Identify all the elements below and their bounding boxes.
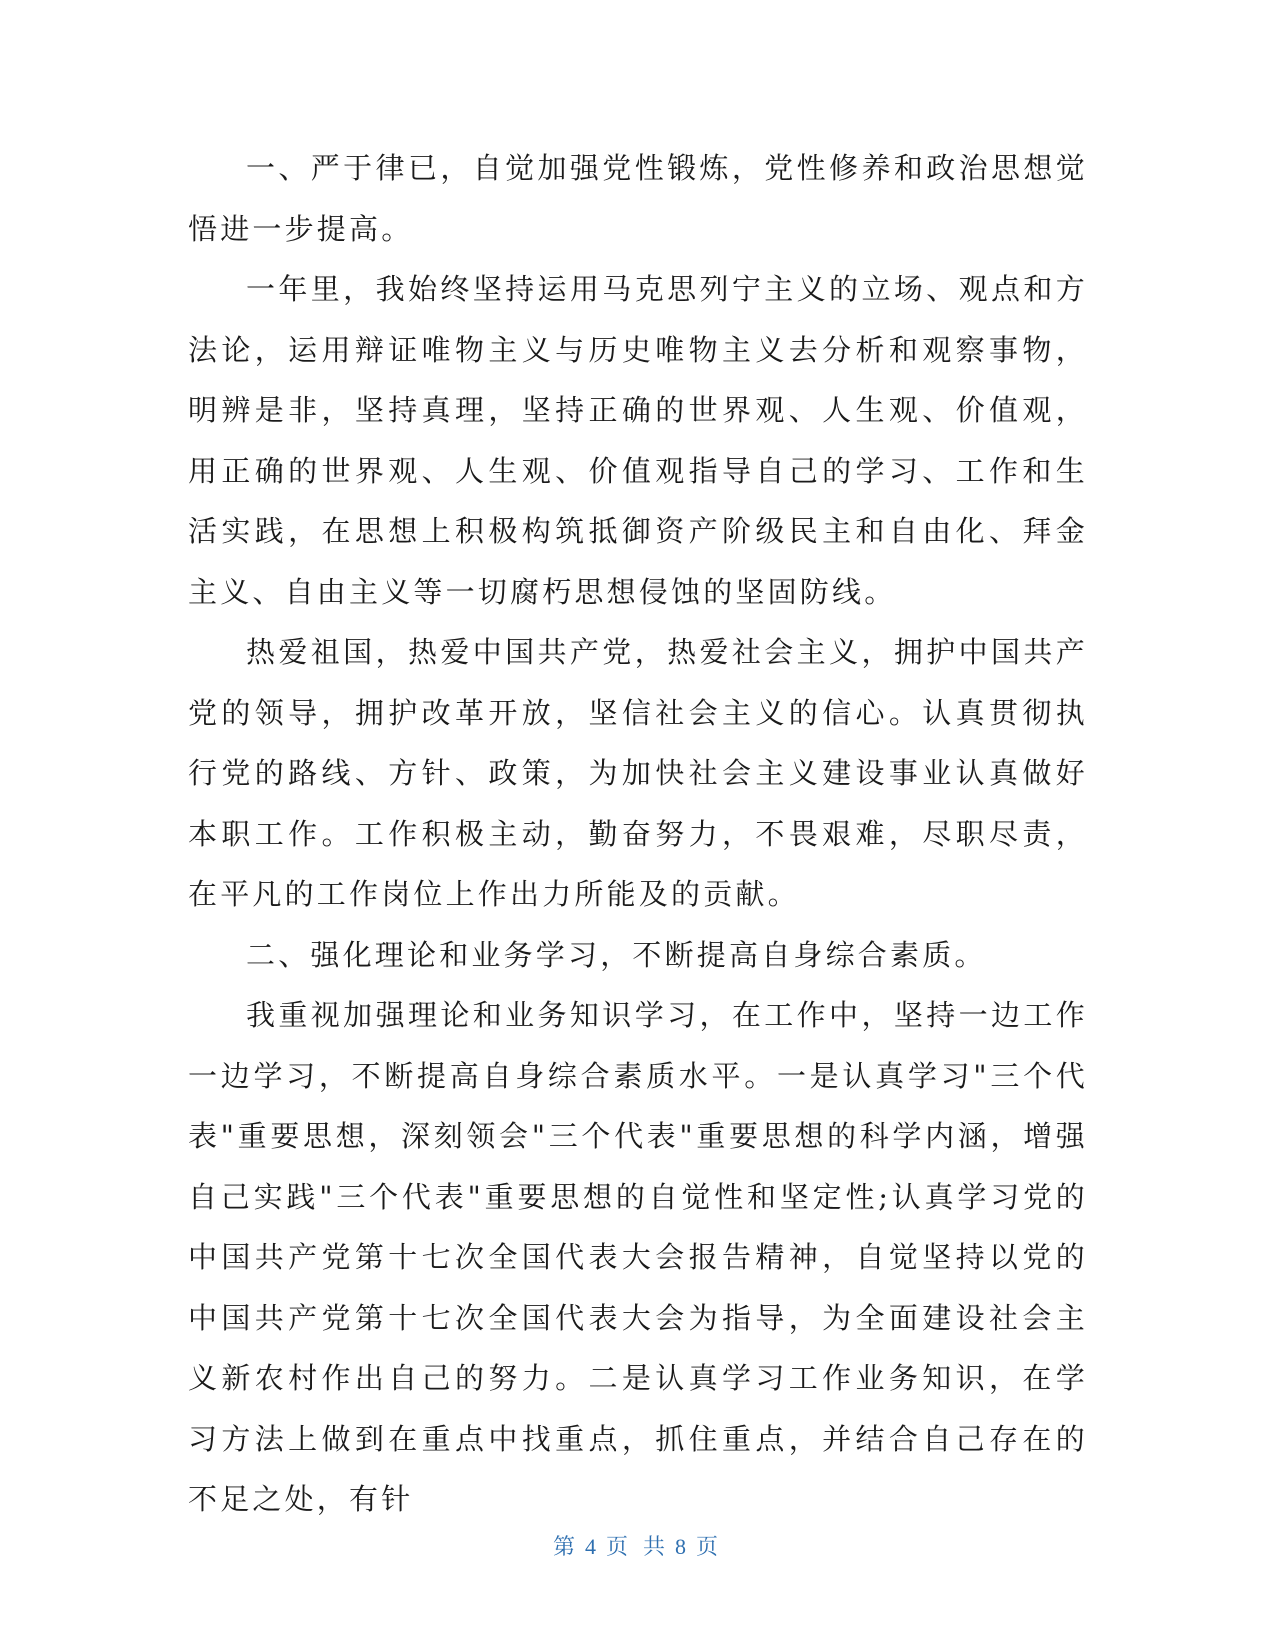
paragraph: 我重视加强理论和业务知识学习，在工作中，坚持一边工作一边学习，不断提高自身综合素质水平。一是认真学习"三个代表"重要思想，深刻领会"三个代表"重要思想的科学内涵，增强自己实践"三个代表"重要思想的自觉性和坚定性;认真学习党的中国共产党第十七次全国代表大会报告精神，自觉坚持以党的中国共产党第十七次全国代表大会为指导，为全面建设社会主义新农村作出自己的努力。二是认真学习工作业务知识，在学习方法上做到在重点中找重点，抓住重点，并结合自己存在的不足之处，有针	[188, 998, 1088, 1516]
paragraph-heading-1: 一、严于律已，自觉加强党性锻炼，党性修养和政治思想觉悟进一步提高。	[188, 151, 1088, 246]
paragraph: 一年里，我始终坚持运用马克思列宁主义的立场、观点和方法论，运用辩证唯物主义与历史唯物主义去分析和观察事物，明辨是非，坚持真理，坚持正确的世界观、人生观、价值观，用正确的世界观、人生观、价值观指导自己的学习、工作和生活实践，在思想上积极构筑抵御资产阶级民主和自由化、拜金主义、自由主义等一切腐朽思想侵蚀的坚固防线。	[188, 272, 1088, 609]
page-footer	[0, 1530, 1275, 1561]
footer-middle: 页 共	[606, 1535, 669, 1560]
document-body	[188, 138, 1088, 1530]
total-page-number: 8	[675, 1534, 690, 1559]
footer-prefix: 第	[552, 1535, 579, 1560]
paragraph-heading-2: 二、强化理论和业务学习，不断提高自身综合素质。	[246, 937, 987, 972]
paragraph: 热爱祖国，热爱中国共产党，热爱社会主义，拥护中国共产党的领导，拥护改革开放，坚信社会主义的信心。认真贯彻执行党的路线、方针、政策，为加快社会主义建设事业认真做好本职工作。工作积极主动，勤奋努力，不畏艰难，尽职尽责，在平凡的工作岗位上作出力所能及的贡献。	[188, 635, 1088, 911]
current-page-number: 4	[585, 1534, 600, 1559]
footer-suffix: 页	[696, 1535, 723, 1560]
